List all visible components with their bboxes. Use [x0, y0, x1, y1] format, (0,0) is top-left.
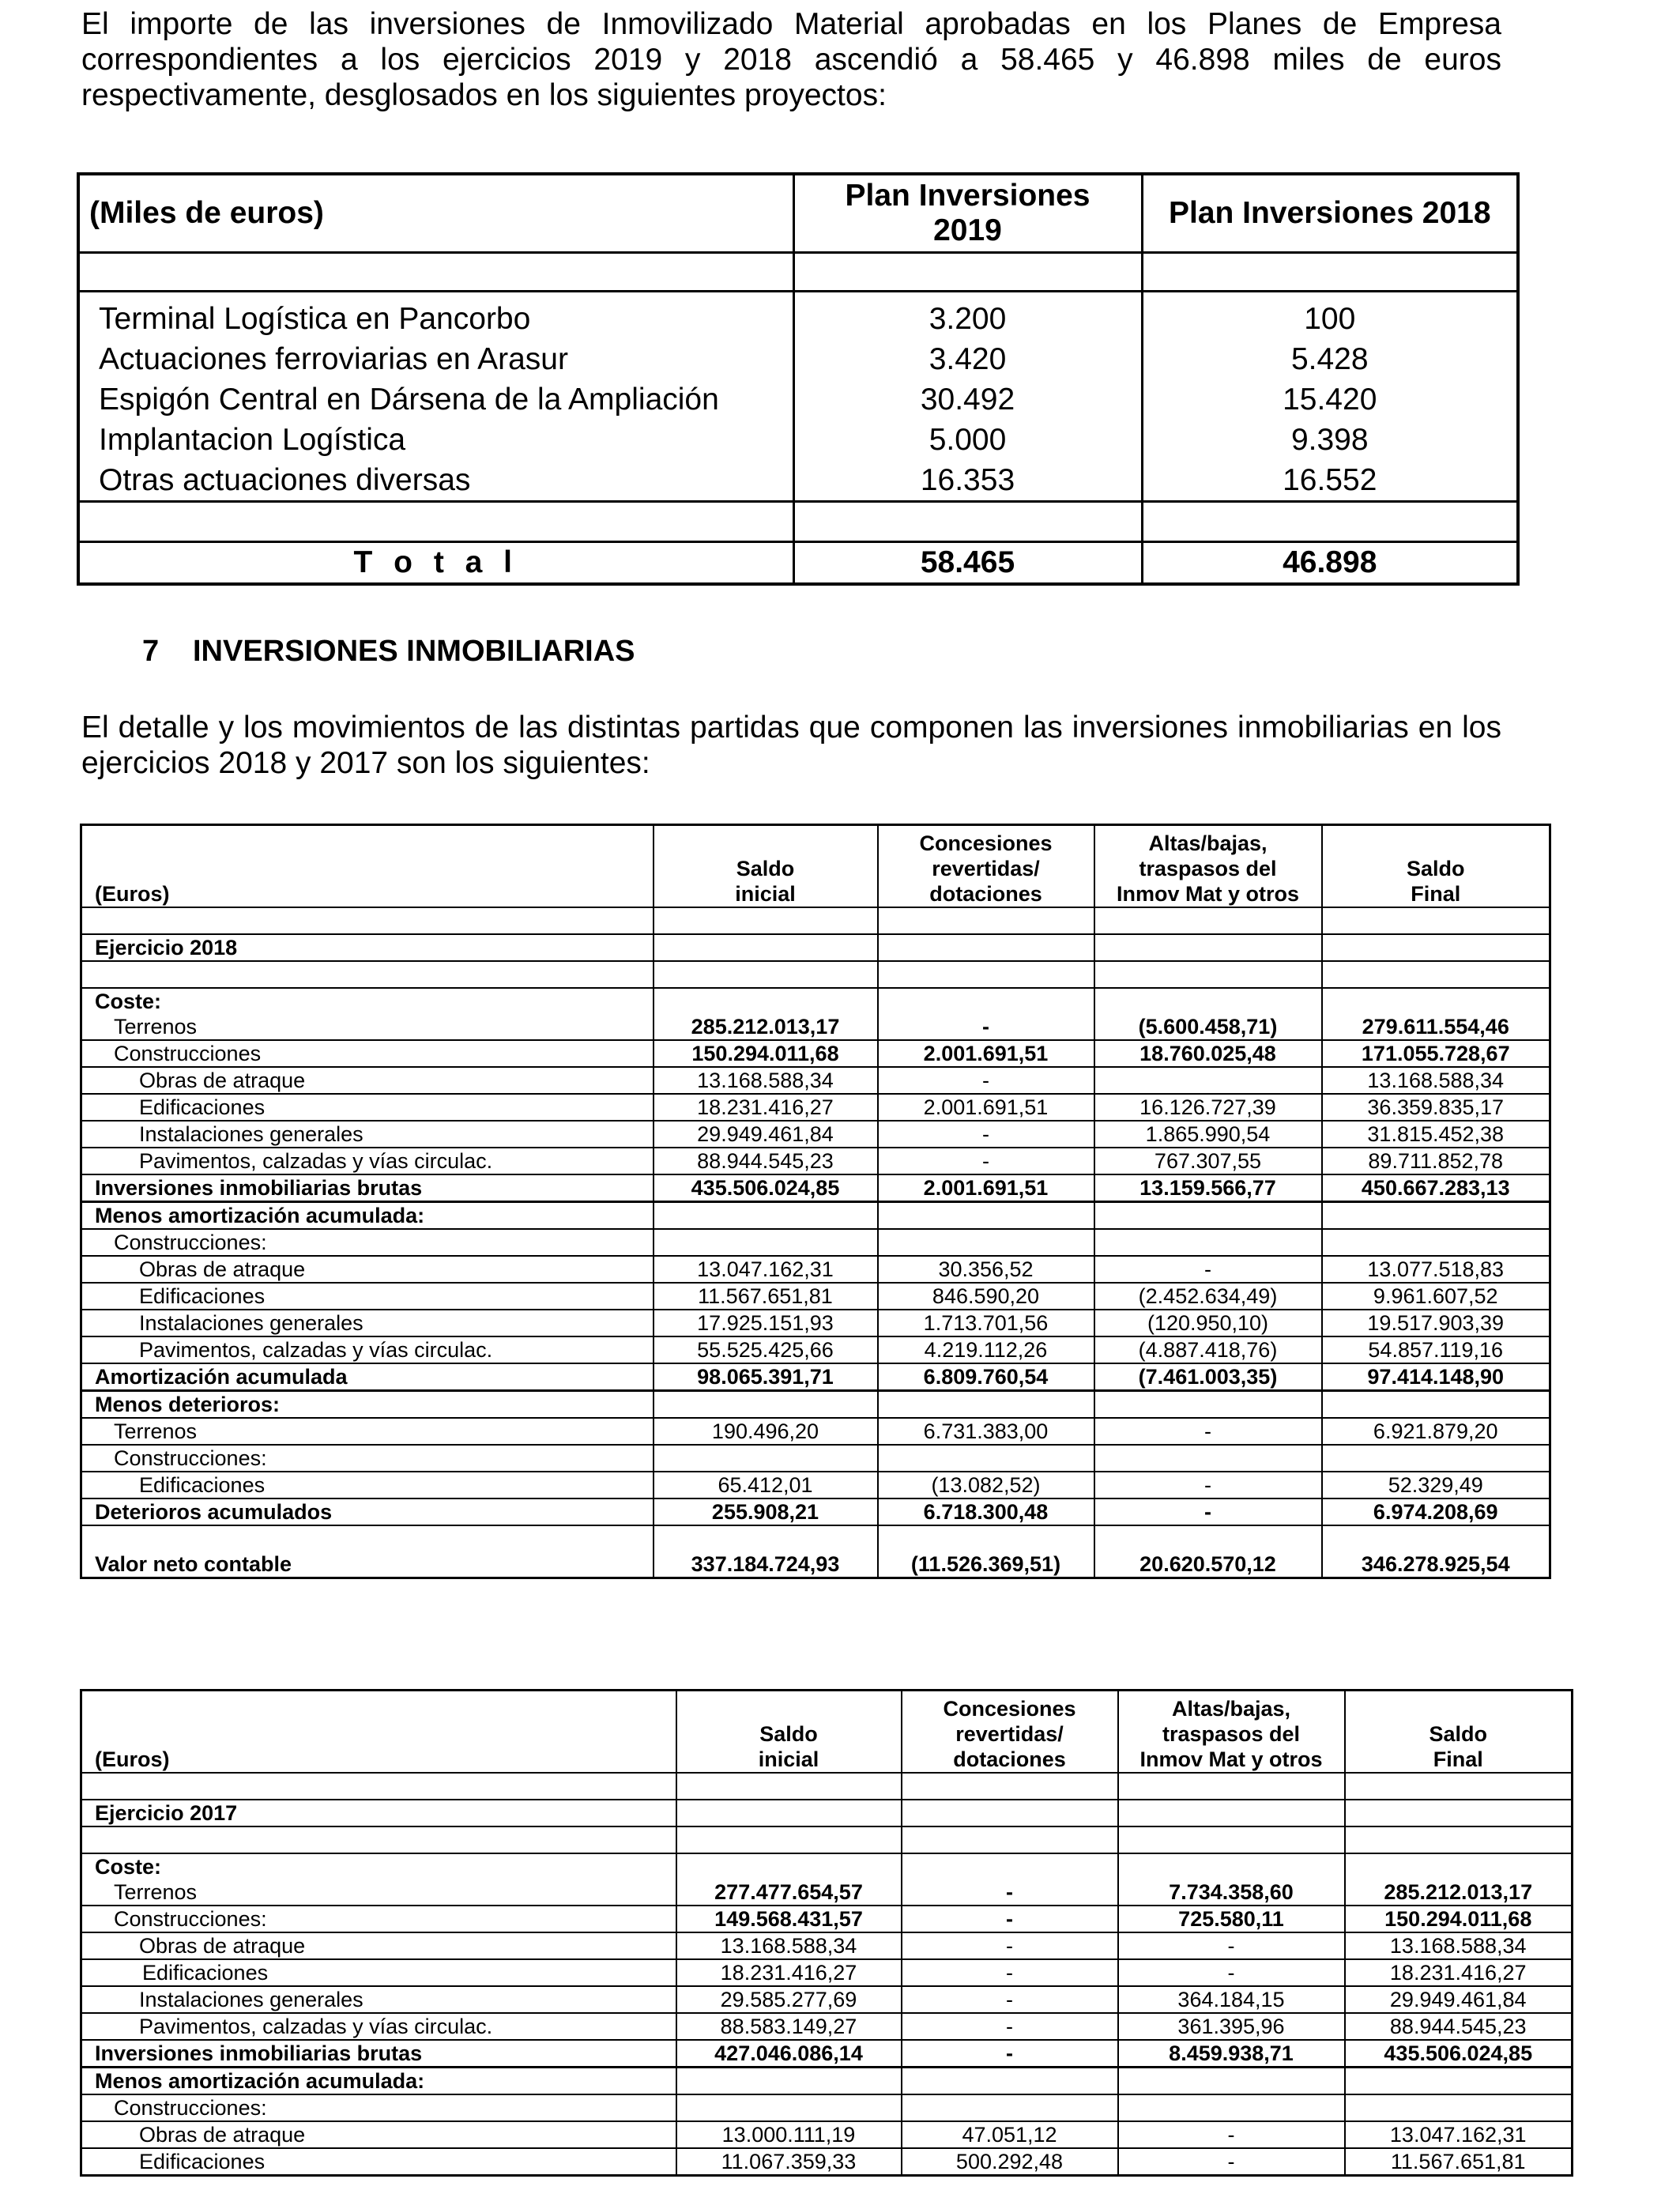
cell-concesiones: 6.809.760,54: [878, 1363, 1094, 1391]
subsection-label: Construcciones:: [81, 1229, 654, 1256]
table-row: [81, 1986, 1573, 2013]
cell-altas-bajas: (120.950,10): [1094, 1310, 1322, 1336]
cell-concesiones: 2.001.691,51: [878, 1094, 1094, 1121]
plan-row-label: Terminal Logística en Pancorbo: [78, 292, 793, 340]
header-text: Altas/bajas,: [1148, 831, 1268, 855]
section-row: [81, 1202, 1550, 1230]
plan-row-2018: 5.428: [1142, 339, 1518, 379]
table-spacer-row: [81, 907, 1550, 934]
cell-altas-bajas: (7.461.003,35): [1094, 1363, 1322, 1391]
cell-altas-bajas: 7.734.358,60: [1118, 1879, 1345, 1906]
section-row: [81, 1853, 1573, 1879]
cell-concesiones: 30.356,52: [878, 1256, 1094, 1283]
row-label: Valor neto contable: [81, 1551, 654, 1578]
row-label: Instalaciones generales: [81, 1121, 654, 1148]
table-spacer-row: [81, 961, 1550, 988]
cell-saldo-inicial: 13.168.588,34: [676, 1932, 902, 1959]
cell-altas-bajas: -: [1094, 1498, 1322, 1525]
header-text: Inmov Mat y otros: [1139, 1747, 1323, 1771]
section-label: Coste:: [81, 1853, 676, 1879]
row-label: Terrenos: [81, 1879, 676, 1906]
cell-concesiones: -: [902, 2013, 1118, 2040]
row-label: Pavimentos, calzadas y vías circulac.: [81, 2013, 676, 2040]
table-row: [81, 1932, 1573, 1959]
row-label: Edificaciones: [81, 1959, 676, 1986]
header-text: Concesiones: [943, 1697, 1076, 1721]
section-heading: [142, 632, 635, 670]
plan-row-2018: 100: [1142, 292, 1518, 340]
cell-saldo-final: 19.517.903,39: [1322, 1310, 1550, 1336]
table-row: [81, 1336, 1550, 1363]
cell-saldo-final: 13.168.588,34: [1322, 1067, 1550, 1094]
cell-saldo-inicial: 55.525.425,66: [654, 1336, 878, 1363]
header-label: (Euros): [81, 1691, 676, 1774]
table-row: [81, 1959, 1573, 1986]
section-label: Coste:: [81, 988, 654, 1014]
cell-concesiones: 6.718.300,48: [878, 1498, 1094, 1525]
cell-saldo-inicial: 98.065.391,71: [654, 1363, 878, 1391]
header-altas-bajas: [1118, 1691, 1345, 1774]
header-saldo-final: [1345, 1691, 1573, 1774]
year-label: Ejercicio 2018: [81, 934, 654, 961]
cell-saldo-final: 346.278.925,54: [1322, 1551, 1550, 1578]
cell-altas-bajas: 361.395,96: [1118, 2013, 1345, 2040]
row-label: Edificaciones: [81, 1094, 654, 1121]
cell-altas-bajas: [1094, 1067, 1322, 1094]
header-concesiones: [902, 1691, 1118, 1774]
header-text: Altas/bajas,: [1171, 1697, 1291, 1721]
cell-saldo-final: 18.231.416,27: [1345, 1959, 1573, 1986]
header-text: Concesiones: [919, 831, 1053, 855]
cell-saldo-inicial: 13.000.111,19: [676, 2121, 902, 2148]
header-text: Saldo: [736, 857, 795, 880]
cell-concesiones: (13.082,52): [878, 1472, 1094, 1498]
table-row: [81, 1256, 1550, 1283]
detail-paragraph: El detalle y los movimientos de las distintas partidas que componen las inversiones inmobiliarias en los ejercicios 2018 y 2017 son los siguientes:: [81, 711, 1501, 780]
cell-concesiones: -: [878, 1067, 1094, 1094]
section-label: Menos deterioros:: [81, 1391, 654, 1419]
table-row: [81, 1879, 1573, 1906]
section-label: Menos amortización acumulada:: [81, 1202, 654, 1230]
header-saldo-final: [1322, 825, 1550, 908]
cell-saldo-final: 88.944.545,23: [1345, 2013, 1573, 2040]
table-row: [81, 1472, 1550, 1498]
cell-saldo-final: 450.667.283,13: [1322, 1174, 1550, 1202]
plan-header-2018: Plan Inversiones 2018: [1142, 174, 1518, 253]
cell-altas-bajas: 8.459.938,71: [1118, 2040, 1345, 2068]
header-text: Inmov Mat y otros: [1116, 882, 1300, 906]
cell-saldo-final: 435.506.024,85: [1345, 2040, 1573, 2068]
cell-altas-bajas: (5.600.458,71): [1094, 1014, 1322, 1040]
plan-row: [78, 460, 1518, 502]
cell-concesiones: -: [878, 1121, 1094, 1148]
movements-table-2017: [80, 1689, 1573, 2177]
cell-altas-bajas: 18.760.025,48: [1094, 1040, 1322, 1067]
year-label: Ejercicio 2017: [81, 1800, 676, 1826]
header-text: dotaciones: [953, 1747, 1066, 1771]
plan-header-2019: [793, 174, 1142, 253]
cell-saldo-inicial: 11.567.651,81: [654, 1283, 878, 1310]
cell-altas-bajas: (2.452.634,49): [1094, 1283, 1322, 1310]
header-concesiones: [878, 825, 1094, 908]
row-label: Edificaciones: [81, 2148, 676, 2176]
cell-saldo-final: 279.611.554,46: [1322, 1014, 1550, 1040]
cell-saldo-final: 29.949.461,84: [1345, 1986, 1573, 2013]
header-altas-bajas: [1094, 825, 1322, 908]
cell-saldo-final: 6.974.208,69: [1322, 1498, 1550, 1525]
cell-saldo-inicial: 29.585.277,69: [676, 1986, 902, 2013]
cell-saldo-inicial: 13.168.588,34: [654, 1067, 878, 1094]
plan-row-label: Otras actuaciones diversas: [78, 460, 793, 502]
plan-row: [78, 420, 1518, 460]
header-text: Saldo: [1429, 1722, 1487, 1746]
row-label: Deterioros acumulados: [81, 1498, 654, 1525]
cell-concesiones: -: [902, 1959, 1118, 1986]
cell-saldo-final: 54.857.119,16: [1322, 1336, 1550, 1363]
cell-saldo-final: 285.212.013,17: [1345, 1879, 1573, 1906]
cell-altas-bajas: -: [1118, 2148, 1345, 2176]
plan-total-label: T o t a l: [78, 542, 793, 585]
cell-saldo-inicial: 277.477.654,57: [676, 1879, 902, 1906]
cell-saldo-inicial: 17.925.151,93: [654, 1310, 878, 1336]
section-row: [81, 1391, 1550, 1419]
intro-paragraph: El importe de las inversiones de Inmovilizado Material aprobadas en los Planes de Empresa correspondientes a los ejercicios 2019 y 2018 ascendió a 58.465 y 46.898 miles de euros respectivamente, desglosados en los siguientes proyectos:: [81, 7, 1501, 112]
header-text: revertidas/: [932, 857, 1040, 880]
plan-spacer-row: [78, 253, 1518, 292]
cell-saldo-inicial: 285.212.013,17: [654, 1014, 878, 1040]
row-label: Instalaciones generales: [81, 1986, 676, 2013]
cell-concesiones: 47.051,12: [902, 2121, 1118, 2148]
subtotal-row: [81, 2040, 1573, 2068]
table-header: [81, 825, 1550, 908]
cell-concesiones: -: [878, 1148, 1094, 1174]
cell-saldo-inicial: 427.046.086,14: [676, 2040, 902, 2068]
table-row: [81, 1418, 1550, 1445]
table-spacer-row: [81, 1826, 1573, 1853]
cell-altas-bajas: -: [1094, 1256, 1322, 1283]
investment-plan-table: [77, 172, 1520, 586]
cell-saldo-final: 171.055.728,67: [1322, 1040, 1550, 1067]
cell-concesiones: 6.731.383,00: [878, 1418, 1094, 1445]
cell-saldo-final: 150.294.011,68: [1345, 1906, 1573, 1932]
plan-spacer-row: [78, 502, 1518, 542]
cell-saldo-inicial: 435.506.024,85: [654, 1174, 878, 1202]
plan-row-2018: 15.420: [1142, 379, 1518, 420]
cell-altas-bajas: -: [1118, 1932, 1345, 1959]
cell-altas-bajas: (4.887.418,76): [1094, 1336, 1322, 1363]
cell-concesiones: -: [878, 1014, 1094, 1040]
plan-header-2019-line2: 2019: [933, 213, 1002, 247]
plan-total-2019: 58.465: [793, 542, 1142, 585]
section-title: INVERSIONES INMOBILIARIAS: [193, 635, 635, 668]
cell-saldo-final: 13.168.588,34: [1345, 1932, 1573, 1959]
cell-concesiones: 1.713.701,56: [878, 1310, 1094, 1336]
table-row: [81, 2148, 1573, 2176]
plan-total-row: [78, 542, 1518, 585]
cell-saldo-final: 31.815.452,38: [1322, 1121, 1550, 1148]
cell-concesiones: 2.001.691,51: [878, 1040, 1094, 1067]
cell-concesiones: -: [902, 2040, 1118, 2068]
cell-altas-bajas: 725.580,11: [1118, 1906, 1345, 1932]
cell-altas-bajas: 13.159.566,77: [1094, 1174, 1322, 1202]
cell-saldo-inicial: 29.949.461,84: [654, 1121, 878, 1148]
table-row: [81, 1283, 1550, 1310]
table-row: [81, 1906, 1573, 1932]
movements-table-2018: [80, 824, 1551, 1579]
section-number: 7: [142, 635, 160, 668]
header-text: traspasos del: [1139, 857, 1277, 880]
plan-row: [78, 379, 1518, 420]
cell-saldo-final: 13.077.518,83: [1322, 1256, 1550, 1283]
cell-saldo-final: 11.567.651,81: [1345, 2148, 1573, 2176]
cell-concesiones: -: [902, 1906, 1118, 1932]
total-row: [81, 1551, 1550, 1578]
cell-altas-bajas: -: [1118, 2121, 1345, 2148]
subsection-row: [81, 1229, 1550, 1256]
plan-row-label: Implantacion Logística: [78, 420, 793, 460]
table-spacer-row: [81, 1773, 1573, 1800]
cell-altas-bajas: 767.307,55: [1094, 1148, 1322, 1174]
header-label: (Euros): [81, 825, 654, 908]
cell-saldo-inicial: 88.583.149,27: [676, 2013, 902, 2040]
table-header: [81, 1691, 1573, 1774]
header-text: Saldo: [759, 1722, 818, 1746]
plan-row-2019: 30.492: [793, 379, 1142, 420]
row-label: Obras de atraque: [81, 1067, 654, 1094]
plan-row-2019: 3.420: [793, 339, 1142, 379]
cell-saldo-final: 89.711.852,78: [1322, 1148, 1550, 1174]
table-row: [81, 1040, 1550, 1067]
cell-concesiones: -: [902, 1932, 1118, 1959]
row-label: Pavimentos, calzadas y vías circulac.: [81, 1148, 654, 1174]
table-row: [81, 1094, 1550, 1121]
plan-row-2019: 5.000: [793, 420, 1142, 460]
table-row: [81, 1014, 1550, 1040]
cell-saldo-inicial: 337.184.724,93: [654, 1551, 878, 1578]
row-label: Construcciones:: [81, 1906, 676, 1932]
section-row: [81, 988, 1550, 1014]
cell-concesiones: 500.292,48: [902, 2148, 1118, 2176]
header-text: Saldo: [1406, 857, 1465, 880]
header-text: dotaciones: [929, 882, 1042, 906]
cell-saldo-final: 9.961.607,52: [1322, 1283, 1550, 1310]
header-text: revertidas/: [955, 1722, 1064, 1746]
cell-saldo-final: 13.047.162,31: [1345, 2121, 1573, 2148]
subtotal-row: [81, 1174, 1550, 1202]
header-text: Final: [1433, 1747, 1483, 1771]
subsection-label: Construcciones:: [81, 2094, 676, 2121]
cell-saldo-final: 36.359.835,17: [1322, 1094, 1550, 1121]
cell-saldo-inicial: 18.231.416,27: [654, 1094, 878, 1121]
table-row: [81, 2013, 1573, 2040]
cell-altas-bajas: 364.184,15: [1118, 1986, 1345, 2013]
plan-total-2018: 46.898: [1142, 542, 1518, 585]
header-saldo-inicial: [654, 825, 878, 908]
plan-row-2019: 16.353: [793, 460, 1142, 502]
cell-concesiones: 2.001.691,51: [878, 1174, 1094, 1202]
header-text: Final: [1411, 882, 1461, 906]
table-row: [81, 2121, 1573, 2148]
cell-concesiones: 4.219.112,26: [878, 1336, 1094, 1363]
header-text: inicial: [735, 882, 796, 906]
plan-header-label: (Miles de euros): [78, 174, 793, 253]
table-spacer-row: [81, 1525, 1550, 1551]
cell-saldo-inicial: 149.568.431,57: [676, 1906, 902, 1932]
plan-table-header: [78, 174, 1518, 253]
row-label: Construcciones: [81, 1040, 654, 1067]
plan-row: [78, 292, 1518, 340]
subtotal-row: [81, 1498, 1550, 1525]
plan-row-2018: 9.398: [1142, 420, 1518, 460]
plan-row-label: Actuaciones ferroviarias en Arasur: [78, 339, 793, 379]
cell-saldo-inicial: 13.047.162,31: [654, 1256, 878, 1283]
table-row: [81, 1121, 1550, 1148]
cell-saldo-inicial: 18.231.416,27: [676, 1959, 902, 1986]
cell-saldo-inicial: 11.067.359,33: [676, 2148, 902, 2176]
plan-row-label: Espigón Central en Dársena de la Ampliación: [78, 379, 793, 420]
subsection-label: Construcciones:: [81, 1445, 654, 1472]
subtotal-row: [81, 1363, 1550, 1391]
header-saldo-inicial: [676, 1691, 902, 1774]
row-label: Obras de atraque: [81, 1932, 676, 1959]
cell-saldo-final: 97.414.148,90: [1322, 1363, 1550, 1391]
table-row: [81, 1148, 1550, 1174]
cell-altas-bajas: -: [1094, 1418, 1322, 1445]
section-row: [81, 2068, 1573, 2095]
cell-saldo-final: 52.329,49: [1322, 1472, 1550, 1498]
cell-altas-bajas: 20.620.570,12: [1094, 1551, 1322, 1578]
cell-altas-bajas: -: [1094, 1472, 1322, 1498]
header-text: inicial: [758, 1747, 819, 1771]
row-label: Obras de atraque: [81, 1256, 654, 1283]
cell-altas-bajas: -: [1118, 1959, 1345, 1986]
year-row: [81, 934, 1550, 961]
cell-saldo-final: 6.921.879,20: [1322, 1418, 1550, 1445]
year-row: [81, 1800, 1573, 1826]
row-label: Amortización acumulada: [81, 1363, 654, 1391]
cell-concesiones: 846.590,20: [878, 1283, 1094, 1310]
plan-row: [78, 339, 1518, 379]
row-label: Inversiones inmobiliarias brutas: [81, 2040, 676, 2068]
cell-altas-bajas: 1.865.990,54: [1094, 1121, 1322, 1148]
subsection-row: [81, 2094, 1573, 2121]
plan-header-2019-line1: Plan Inversiones: [845, 179, 1090, 213]
row-label: Edificaciones: [81, 1283, 654, 1310]
header-text: traspasos del: [1162, 1722, 1301, 1746]
row-label: Obras de atraque: [81, 2121, 676, 2148]
row-label: Edificaciones: [81, 1472, 654, 1498]
cell-saldo-inicial: 255.908,21: [654, 1498, 878, 1525]
section-label: Menos amortización acumulada:: [81, 2068, 676, 2095]
row-label: Terrenos: [81, 1418, 654, 1445]
cell-saldo-inicial: 190.496,20: [654, 1418, 878, 1445]
cell-concesiones: (11.526.369,51): [878, 1551, 1094, 1578]
row-label: Pavimentos, calzadas y vías circulac.: [81, 1336, 654, 1363]
plan-row-2019: 3.200: [793, 292, 1142, 340]
subsection-row: [81, 1445, 1550, 1472]
row-label: Terrenos: [81, 1014, 654, 1040]
cell-concesiones: -: [902, 1986, 1118, 2013]
cell-altas-bajas: 16.126.727,39: [1094, 1094, 1322, 1121]
table-row: [81, 1067, 1550, 1094]
cell-saldo-inicial: 65.412,01: [654, 1472, 878, 1498]
table-row: [81, 1310, 1550, 1336]
plan-row-2018: 16.552: [1142, 460, 1518, 502]
cell-saldo-inicial: 88.944.545,23: [654, 1148, 878, 1174]
cell-concesiones: -: [902, 1879, 1118, 1906]
row-label: Inversiones inmobiliarias brutas: [81, 1174, 654, 1202]
row-label: Instalaciones generales: [81, 1310, 654, 1336]
cell-saldo-inicial: 150.294.011,68: [654, 1040, 878, 1067]
